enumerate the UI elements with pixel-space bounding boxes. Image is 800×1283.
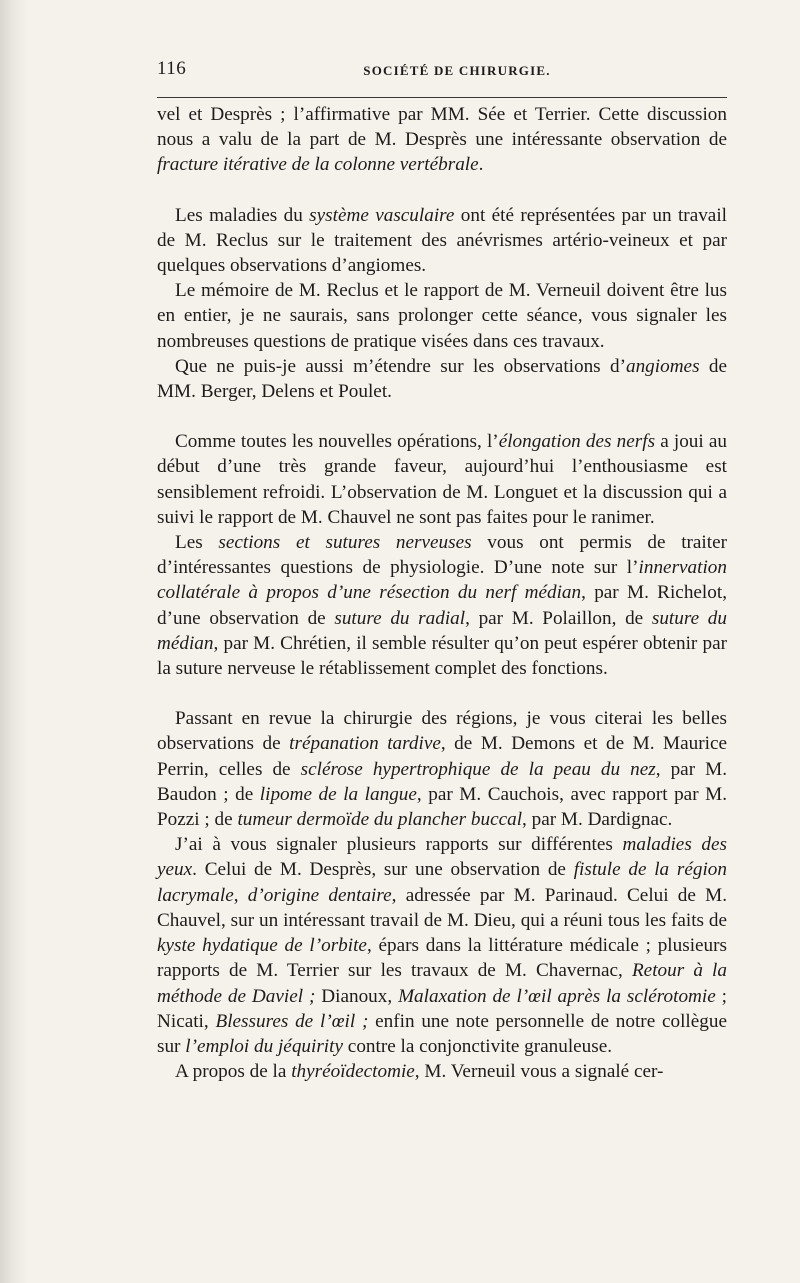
text-run: enfin une note personnelle de notre collègue sur: [157, 1010, 727, 1057]
paragraph: [157, 429, 727, 530]
text-run: J’ai à vous signaler plusieurs rapports sur différentes: [175, 834, 623, 856]
text-run: , par M. Dardignac.: [522, 809, 673, 831]
text-run: ont été représentées par un travail de M. Reclus sur le traitement des anévrismes artério-veineux et par quelques observations d’angiomes.: [157, 204, 727, 277]
paragraph: [157, 530, 727, 681]
text-run: a joui au début d’une très grande faveur, aujourd’hui l’enthousiasme est sensiblement refroidi. L’observation de M. Longuet et la discussion qui a suivi le rapport de M. Chauvel ne sont pas faites pour le ranimer.: [157, 431, 727, 528]
italic-run: Blessures de l’œil ;: [215, 1010, 369, 1032]
text-run: , par M. Chrétien, il semble résulter qu’on peut espérer obtenir par la suture nerveuse le rétablissement complet des fonctions.: [157, 632, 727, 680]
italic-run: maladies des yeux: [157, 834, 727, 881]
italic-run: sections et sutures nerveuses: [218, 532, 472, 554]
text-run: , par M. Polaillon, de: [465, 607, 652, 629]
text-run: . Celui de M. Desprès, sur une observation de: [192, 859, 574, 881]
italic-run: élongation des nerfs: [498, 431, 656, 453]
header-rule: [157, 97, 727, 98]
page-edge-shadow: [0, 0, 28, 1283]
text-run: vous ont permis de traiter d’intéressantes questions de physiologie. D’une note sur l’: [157, 532, 727, 579]
body-text: [157, 102, 727, 1084]
text-run: Les maladies du: [175, 204, 310, 226]
page-number: 116: [157, 58, 187, 79]
italic-run: angiomes: [625, 355, 700, 377]
italic-run: sclérose hypertrophique de la peau du nez: [300, 758, 656, 780]
italic-run: thyréoïdectomie: [291, 1061, 415, 1083]
italic-run: tumeur dermoïde du plancher buccal: [237, 809, 523, 831]
italic-run: fracture itérative de la colonne vertébrale: [157, 154, 479, 176]
text-run: , par M. Baudon ; de: [157, 758, 727, 805]
italic-run: Retour à la méthode de Daviel ;: [157, 960, 727, 1007]
text-run: A propos de la: [175, 1061, 292, 1083]
text-run: Dianoux,: [315, 985, 399, 1007]
text-run: , de M. Demons et de M. Maurice Perrin, celles de: [157, 733, 727, 780]
italic-run: fistule de la région lacrymale: [157, 859, 727, 906]
text-run: , par M. Cauchois, avec rapport par M. Pozzi ; de: [157, 783, 727, 831]
paragraph: [157, 706, 727, 832]
paragraph: [157, 203, 727, 279]
paragraph: [157, 102, 727, 178]
italic-run: kyste hydatique de l’orbite: [157, 935, 367, 957]
text-run: .: [478, 154, 484, 176]
italic-run: Malaxation de l’œil après la sclérotomie: [398, 985, 716, 1007]
text-run: , par M. Richelot, d’une observation de: [157, 582, 727, 629]
paragraph: [157, 1059, 727, 1084]
page-header: [157, 58, 727, 86]
paragraph: [157, 278, 727, 354]
text-run: ; Nicati,: [157, 985, 727, 1032]
text-run: , épars dans la littérature médicale ; plusieurs rapports de M. Terrier sur les travaux de M. Chavernac,: [157, 935, 727, 982]
text-run: Comme toutes les nouvelles opérations, l’: [175, 431, 499, 453]
text-run: contre la conjonctivite granuleuse.: [343, 1035, 613, 1057]
text-run: de MM. Berger, Delens et Poulet.: [157, 355, 727, 403]
running-head: SOCIÉTÉ DE CHIRURGIE.: [363, 63, 551, 78]
italic-run: d’origine dentaire: [247, 884, 392, 906]
paragraph: [157, 354, 727, 404]
text-run: Passant en revue la chirurgie des régions, je vous citerai les belles observations de: [157, 708, 727, 755]
text-run: , adressée par M. Parinaud. Celui de M. Chauvel, sur un intéressant travail de M. Dieu, qui a réuni tous les faits de: [157, 884, 728, 931]
text-run: ,: [233, 884, 248, 906]
text-run: , M. Verneuil vous a signalé cer-: [414, 1061, 664, 1083]
text-run: Les: [175, 532, 219, 554]
italic-run: innervation collatérale à propos d’une résection du nerf médian: [157, 557, 727, 604]
text-run: vel et Desprès ; l’affirmative par MM. Sée et Terrier. Cette discussion nous a valu de la part de M. Desprès une intéressante observation de: [157, 104, 727, 151]
italic-run: trépanation tardive: [289, 733, 441, 755]
italic-run: lipome de la langue: [259, 783, 417, 805]
text-run: Le mémoire de M. Reclus et le rapport de M. Verneuil doivent être lus en entier, je ne saurais, sans prolonger cette séance, vous signaler les nombreuses questions de pratique visées dans ces travaux.: [157, 280, 727, 352]
italic-run: suture du médian: [157, 607, 727, 654]
text-run: Que ne puis-je aussi m’étendre sur les observations d’: [175, 355, 626, 377]
paragraph: [157, 832, 727, 1059]
italic-run: l’emploi du jéquirity: [185, 1035, 343, 1057]
italic-run: suture du radial: [334, 607, 466, 629]
italic-run: système vasculaire: [309, 204, 455, 226]
